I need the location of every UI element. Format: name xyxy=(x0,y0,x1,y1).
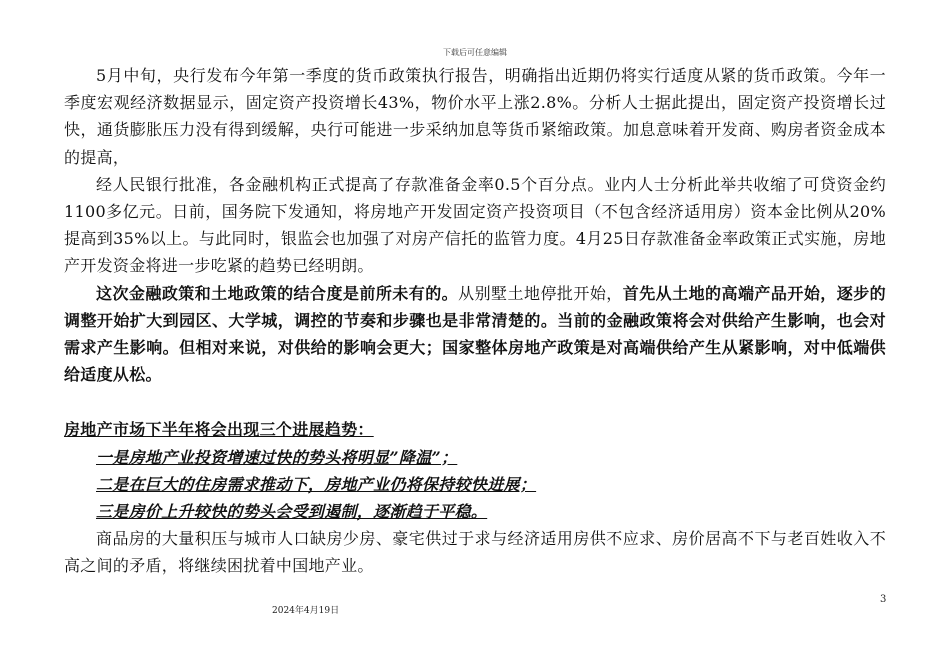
paragraph-conclusion: 商品房的大量积压与城市人口缺房少房、豪宅供过于求与经济适用房供不应求、房价居高不下与老百姓收入不高之间的矛盾，将继续困扰着中国地产业。 xyxy=(64,529,886,576)
trends-heading: 房地产市场下半年将会出现三个进展趋势： xyxy=(64,420,374,440)
trend-item-2: 二是在巨大的住房需求推动下，房地产业仍将保持较快进展； xyxy=(96,474,537,494)
paragraph-reserve-ratio: 经人民银行批准，各金融机构正式提高了存款准备金率0.5个百分点。业内人士分析此举共收缩了可贷资金约1100多亿元。日前，国务院下发通知，将房地产开发固定资产投资项目（不包含经济适用房）资本金比例从20%提高到35%以上。与此同时，银监会也加强了对房产信托的监管力度。4月25日存款准备金率政策正式实施，房地产开发资金将进一步吃紧的趋势已经明朗。 xyxy=(64,174,886,276)
policy-emphasis-1: 这次金融政策和土地政策的结合度是前所未有的。 xyxy=(96,283,459,303)
page-number: 3 xyxy=(880,594,887,605)
trend-item-3: 三是房价上升较快的势头会受到遏制，逐渐趋于平稳。 xyxy=(96,502,488,522)
trend-item-1: 一是房地产业投资增速过快的势头将明显”降温”； xyxy=(96,447,458,467)
paragraph-policy-analysis xyxy=(64,280,886,389)
paragraph-gap xyxy=(64,388,886,416)
footer-date: 2024年4月19日 xyxy=(272,606,340,616)
paragraph-monetary-policy: 5月中旬，央行发布今年第一季度的货币政策执行报告，明确指出近期仍将实行适度从紧的货币政策。今年一季度宏观经济数据显示，固定资产投资增长43%，物价水平上涨2.8%。分析人士据此提出，固定资产投资增长过快，通货膨胀压力没有得到缓解，央行可能进一步采纳加息等货币紧缩政策。加息意味着开发商、购房者资金成本的提高， xyxy=(64,66,886,167)
policy-normal-text: 从别墅土地停批开始， xyxy=(458,283,623,303)
page-header: 下载后可任意编辑 xyxy=(443,48,507,57)
policy-emphasis-2: 首先从土地的高端产品开始，逐步的调整开始扩大到园区、大学城，调控的节奏和步骤也是非常清楚的。当前的金融政策将会对供给产生影响，也会对需求产生影响。但相对来说，对供给的影响会更大；国家整体房地产政策是对高端供给产生从紧影响，对中低端供给适度从松。 xyxy=(64,283,886,385)
document-body xyxy=(64,62,886,580)
